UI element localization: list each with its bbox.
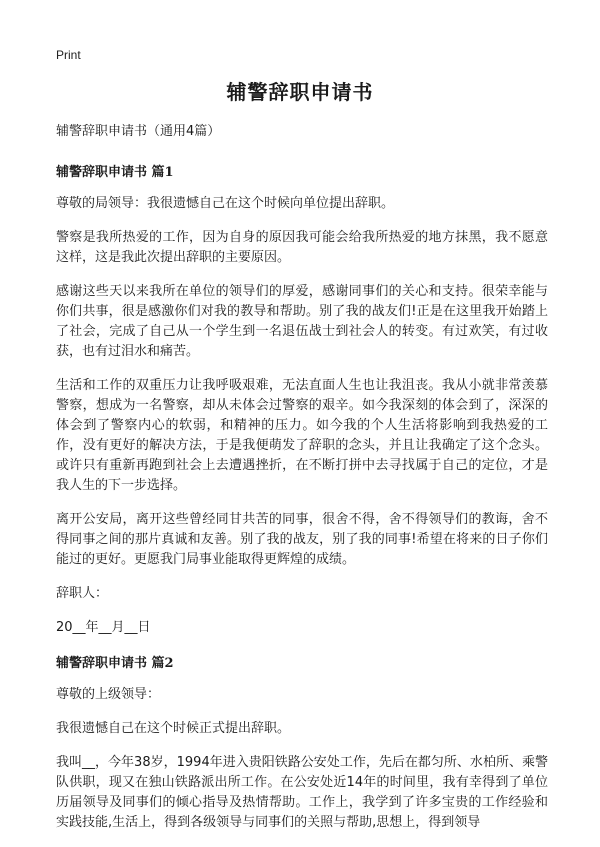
document-subtitle: 辅警辞职申请书（通用4篇） — [56, 124, 221, 139]
section-heading-2: 辅警辞职申请书 篇2 — [56, 656, 174, 671]
paragraph: 离开公安局，离开这些曾经同甘共苦的同事，很舍不得，舍不得领导们的教诲，舍不得同事之间的那片真诚和友善。别了我的战友，别了我的同事!希望在将来的日子你们能过的更好。更愿我门局事业能取得更辉煌的成绩。 — [56, 512, 548, 567]
paragraph: 感谢这些天以来我所在单位的领导们的厚爱，感谢同事们的关心和支持。很荣幸能与你们共事，很是感激你们对我的教导和帮助。别了我的战友们!正是在这里我开始踏上了社会，完成了自己从一个学生到一名退伍战士到社会人的转变。有过欢笑，有过收获，也有过泪水和痛苦。 — [56, 284, 548, 359]
paragraph: 尊敬的局领导：我很遗憾自己在这个时候向单位提出辞职。 — [56, 196, 395, 211]
paragraph: 我很遗憾自己在这个时候正式提出辞职。 — [56, 721, 291, 736]
paragraph: 尊敬的上级领导： — [56, 687, 161, 702]
paragraph: 我叫__，今年38岁，1994年进入贵阳铁路公安处工作，先后在都匀所、水柏所、乘警队供职，现又在独山铁路派出所工作。在公安处近14年的时间里，我有幸得到了单位历届领导及同事们的倾心指导及热情帮助。工作上，我学到了许多宝贵的工作经验和实践技能,生活上，得到各级领导与同事们的关照与帮助,思想上，得到领导 — [56, 755, 548, 830]
document-title: 辅警辞职申请书 — [226, 80, 374, 104]
paragraph: 生活和工作的双重压力让我呼吸艰难，无法直面人生也让我沮丧。我从小就非常羡慕警察，想成为一名警察，却从未体会过警察的艰辛。如今我深刻的体会到了，深深的体会到了警察内心的软弱，和精神的压力。如今我的个人生活将影响到我热爱的工作，没有更好的解决方法，于是我便萌发了辞职的念头，并且让我确定了这个念头。或许只有重新再跑到社会上去遭遇挫折，在不断打拼中去寻找属于自己的定位，才是我人生的下一步选择。 — [56, 378, 548, 493]
document-body — [56, 120, 548, 847]
print-link[interactable]: Print — [56, 48, 81, 62]
signature-label: 辞职人： — [56, 586, 109, 601]
section-heading-1: 辅警辞职申请书 篇1 — [56, 165, 174, 180]
paragraph: 警察是我所热爱的工作，因为自身的原因我可能会给我所热爱的地方抹黑，我不愿意这样，这是我此次提出辞职的主要原因。 — [56, 230, 548, 265]
signature-date: 20__年__月__日 — [56, 620, 151, 635]
